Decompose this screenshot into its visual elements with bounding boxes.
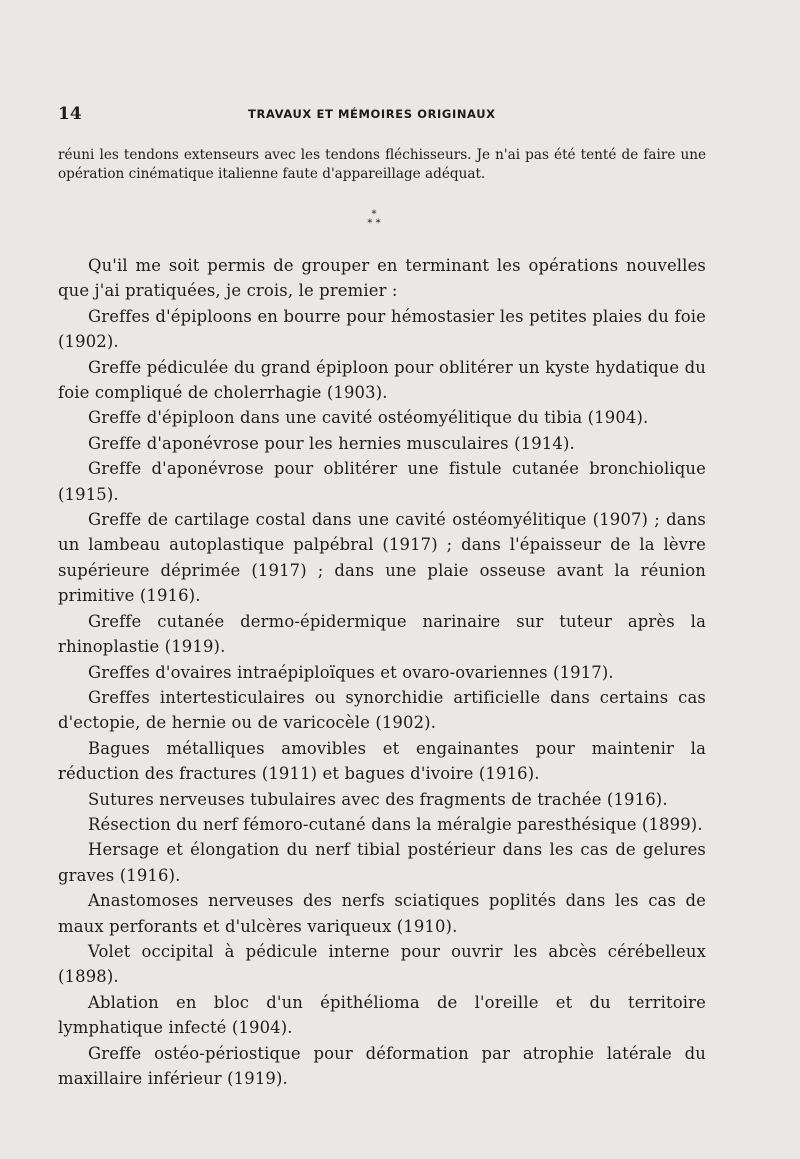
paragraph: Greffe de cartilage costal dans une cavité ostéomyélitique (1907) ; dans un lambeau autoplastique palpébral (1917) ; dans l'épaisseur de la lèvre supérieure déprimée (1917) ; dans une plaie osseuse avant la réunion primitive (1916). bbox=[58, 510, 706, 606]
paragraph: Anastomoses nerveuses des nerfs sciatiques poplités dans les cas de maux perforants et d'ulcères variqueux (1910). bbox=[58, 891, 706, 936]
paragraph: Greffe d'aponévrose pour oblitérer une fistule cutanée bronchiolique (1915). bbox=[58, 459, 706, 504]
paragraph: Greffe pédiculée du grand épiploon pour oblitérer un kyste hydatique du foie compliqué de cholerrhagie (1903). bbox=[58, 357, 706, 403]
paragraph: Qu'il me soit permis de grouper en terminant les opérations nouvelles que j'ai pratiquées, je crois, le premier : bbox=[58, 256, 706, 301]
running-title: TRAVAUX ET MÉMOIRES ORIGINAUX bbox=[248, 107, 496, 121]
intro-paragraph: réuni les tendons extenseurs avec les tendons fléchisseurs. Je n'ai pas été tenté de faire une opération cinématique italienne faute d'appareillage adéquat. bbox=[58, 147, 706, 182]
page-number: 14 bbox=[58, 104, 82, 124]
paragraph: Hersage et élongation du nerf tibial postérieur dans les cas de gelures graves (1916). bbox=[58, 840, 706, 885]
paragraph: Greffes intertesticulaires ou synorchidie artificielle dans certains cas d'ectopie, de hernie ou de varicocèle (1902). bbox=[58, 687, 706, 733]
paragraph: Greffe cutanée dermo-épidermique narinaire sur tuteur après la rhinoplastie (1919). bbox=[58, 611, 706, 657]
paragraph: Ablation en bloc d'un épithélioma de l'oreille et du territoire lymphatique infecté (1904). bbox=[58, 992, 706, 1038]
paragraph: Greffe d'aponévrose pour les hernies musculaires (1914). bbox=[88, 433, 575, 453]
separator-top-star: * bbox=[371, 209, 377, 220]
paragraph: Greffe d'épiploon dans une cavité ostéomyélitique du tibia (1904). bbox=[88, 408, 649, 428]
paragraph: Volet occipital à pédicule interne pour ouvrir les abcès cérébelleux (1898). bbox=[58, 941, 706, 987]
paragraph: Bagues métalliques amovibles et engainantes pour maintenir la réduction des fractures (1911) et bagues d'ivoire (1916). bbox=[58, 738, 706, 784]
operations-list bbox=[58, 253, 706, 1091]
paragraph: Greffes d'épiploons en bourre pour hémostasier les petites plaies du foie (1902). bbox=[58, 306, 706, 352]
paragraph: Sutures nerveuses tubulaires avec des fragments de trachée (1916). bbox=[88, 789, 668, 809]
section-separator bbox=[0, 210, 748, 228]
paragraph: Greffe ostéo-périostique pour déformation par atrophie latérale du maxillaire inférieur (1919). bbox=[58, 1043, 706, 1088]
page-header bbox=[58, 104, 710, 126]
separator-bottom-stars: * * bbox=[367, 218, 381, 229]
paragraph: Greffes d'ovaires intraépiploïques et ovaro-ovariennes (1917). bbox=[88, 662, 614, 682]
paragraph: Résection du nerf fémoro-cutané dans la méralgie paresthésique (1899). bbox=[88, 814, 703, 834]
